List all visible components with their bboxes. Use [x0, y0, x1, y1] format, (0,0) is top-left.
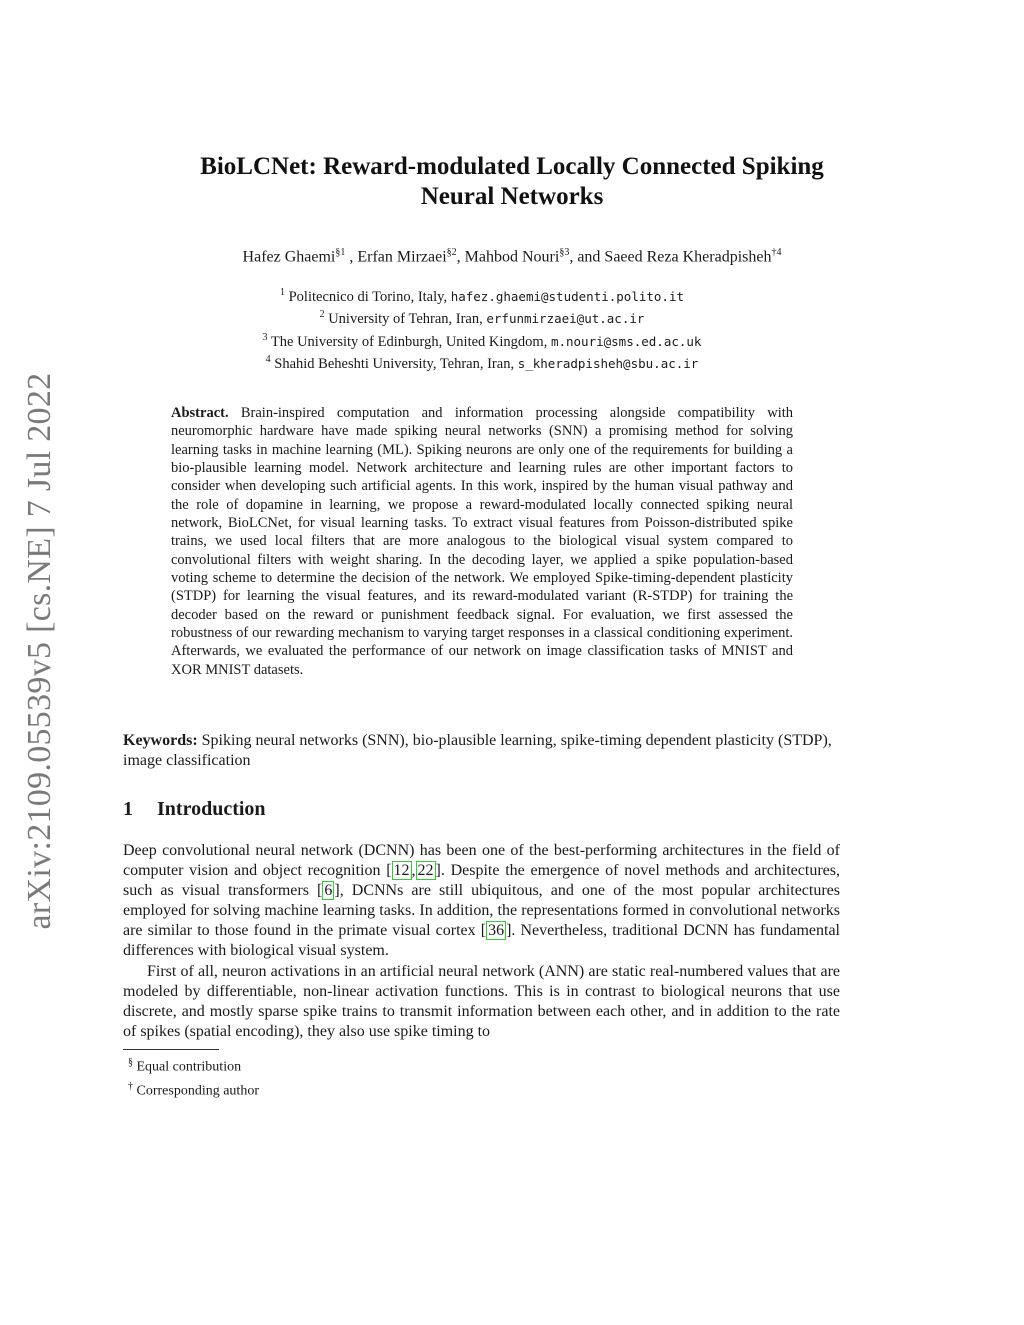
introduction-body — [123, 841, 840, 1042]
author-mark: §3 — [559, 247, 570, 258]
author-separator: , and — [569, 248, 605, 266]
author-name: Erfan Mirzaei — [357, 248, 447, 266]
citation-separator: , — [411, 862, 416, 880]
author-name: Hafez Ghaemi — [242, 248, 336, 266]
citation-link[interactable]: 12 — [393, 862, 410, 880]
affiliation-email[interactable]: s_kheradpisheh@sbu.ac.ir — [517, 355, 699, 371]
affiliation-text: University of Tehran, Iran, — [328, 311, 487, 328]
citation-link[interactable]: 6 — [324, 882, 333, 900]
paragraph-text: . Despite the emergence of novel methods and architectures, such as visual transformers — [123, 862, 840, 900]
paragraph-text: . Nevertheless, traditional DCNN has fundamental differences with biological visual system. — [123, 922, 840, 960]
keywords-text: Spiking neural networks (SNN), bio-plausible learning, spike-timing dependent plasticity (STDP), image classification — [123, 732, 832, 769]
affiliation-email[interactable]: hafez.ghaemi@studenti.polito.it — [450, 288, 684, 304]
affiliation-text: The University of Edinburgh, United Kingdom, — [270, 333, 551, 350]
affiliation-list — [0, 284, 964, 373]
author-mark: §2 — [446, 247, 457, 258]
keywords — [123, 731, 851, 771]
affiliation-number: 2 — [319, 309, 325, 321]
author-list — [0, 247, 1024, 266]
footnotes — [128, 1053, 259, 1100]
affiliation-email[interactable]: m.nouri@sms.ed.ac.uk — [550, 333, 702, 349]
author-name: Saeed Reza Kheradpisheh — [604, 248, 772, 266]
keywords-label: Keywords: — [123, 732, 198, 749]
author-name: Mahbod Nouri — [464, 248, 560, 266]
arxiv-identifier: arXiv:2109.05539v5 [cs.NE] 7 Jul 2022 — [21, 372, 58, 930]
footnote-item — [128, 1053, 259, 1077]
footnote-text: Equal contribution — [136, 1059, 242, 1075]
author-separator: , — [456, 248, 465, 266]
affiliation-number: 4 — [265, 353, 271, 365]
abstract — [171, 404, 793, 679]
paper-title-line-2: Neural Networks — [420, 183, 604, 210]
paragraph-text: Deep convolutional neural network (DCNN) has been one of the best-performing architectures in the field of computer vision and object recognition — [123, 842, 840, 880]
section-title: Introduction — [157, 798, 266, 820]
abstract-text: Brain-inspired computation and information processing alongside compatibility with neuromorphic hardware have made spiking neural networks (SNN) a promising method for solving learning tasks in machine learning (ML). Spiking neurons are only one of the requirements for building a bio-plausible learning model. Network architecture and learning rules are other important factors to consider when developing such artificial agents. In this work, inspired by the human visual pathway and the role of dopamine in learning, we propose a reward-modulated locally connected spiking neural network, BioLCNet, for visual learning tasks. To extract visual features from Poisson-distributed spike trains, we used local filters that are more analogous to the biological visual system compared to convolutional filters with weight sharing. In the decoding layer, we applied a spike population-based voting scheme to determine the decision of the network. We employed Spike-timing-dependent plasticity (STDP) for learning the visual features, and its reward-modulated variant (R-STDP) for training the decoder based on the reward or punishment feedback signal. For evaluation, we first assessed the robustness of our rewarding mechanism to varying target responses in a classical conditioning experiment. Afterwards, we evaluated the performance of our network on image classification tasks of MNIST and XOR MNIST datasets. — [171, 405, 793, 678]
affiliation-item — [0, 284, 964, 306]
paper-title-line-1: BioLCNet: Reward-modulated Locally Connected Spiking — [200, 153, 824, 180]
paper-title — [0, 152, 1024, 212]
footnote-mark: † — [128, 1080, 133, 1092]
section-heading — [123, 798, 266, 821]
arxiv-sidebar-stamp — [10, 371, 70, 931]
affiliation-text: Shahid Beheshti University, Tehran, Iran, — [274, 355, 518, 372]
affiliation-number: 1 — [279, 287, 285, 298]
section-number: 1 — [123, 798, 133, 820]
citation-link[interactable]: 22 — [417, 862, 434, 880]
affiliation-email[interactable]: erfunmirzaei@ut.ac.ir — [486, 311, 645, 327]
author-mark: §1 — [335, 247, 346, 258]
citation-link[interactable]: 36 — [488, 922, 505, 940]
affiliation-item — [0, 329, 964, 351]
footnote-mark: § — [128, 1057, 133, 1068]
footnote-rule — [123, 1049, 219, 1050]
author-mark: †4 — [771, 247, 782, 258]
author-separator: , — [345, 248, 358, 266]
affiliation-text: Politecnico di Torino, Italy, — [288, 288, 451, 305]
paragraph: First of all, neuron activations in an artificial neural network (ANN) are static real-numbered values that are modeled by differentiable, non-linear activation functions. This is in contrast to biological neurons that use discrete, and mostly sparse spike trains to transmit information between each other, and in addition to the rate of spikes (spatial encoding), they also use spike timing to — [123, 962, 840, 1040]
abstract-label: Abstract. — [171, 405, 229, 421]
affiliation-item — [0, 351, 964, 373]
footnote-text: Corresponding author — [136, 1083, 259, 1099]
paragraph-text: , DCNNs are still ubiquitous, and one of the most popular architectures employed for solving machine learning tasks. In addition, the representations formed in convolutional networks are similar to those found in the primate visual cortex — [123, 882, 841, 940]
affiliation-item — [0, 306, 964, 328]
paragraph: Deep convolutional neural network (DCNN) has been one of the best-performing architectures in the field of computer vision and object recognition [ 12 , 22 ]. Despite the emergence of novel methods and architectures, such as visual transformers [ 6 ], DCNNs are still ubiquitous, and one of the most popular architectures employed for solving machine learning tasks. In addition, the representations formed in convolutional networks are similar to those found in the primate visual cortex [ 36 ]. Nevertheless, traditional DCNN has fundamental differences with biological visual system. — [123, 842, 841, 960]
footnote-item — [128, 1077, 259, 1101]
affiliation-number: 3 — [262, 331, 268, 343]
